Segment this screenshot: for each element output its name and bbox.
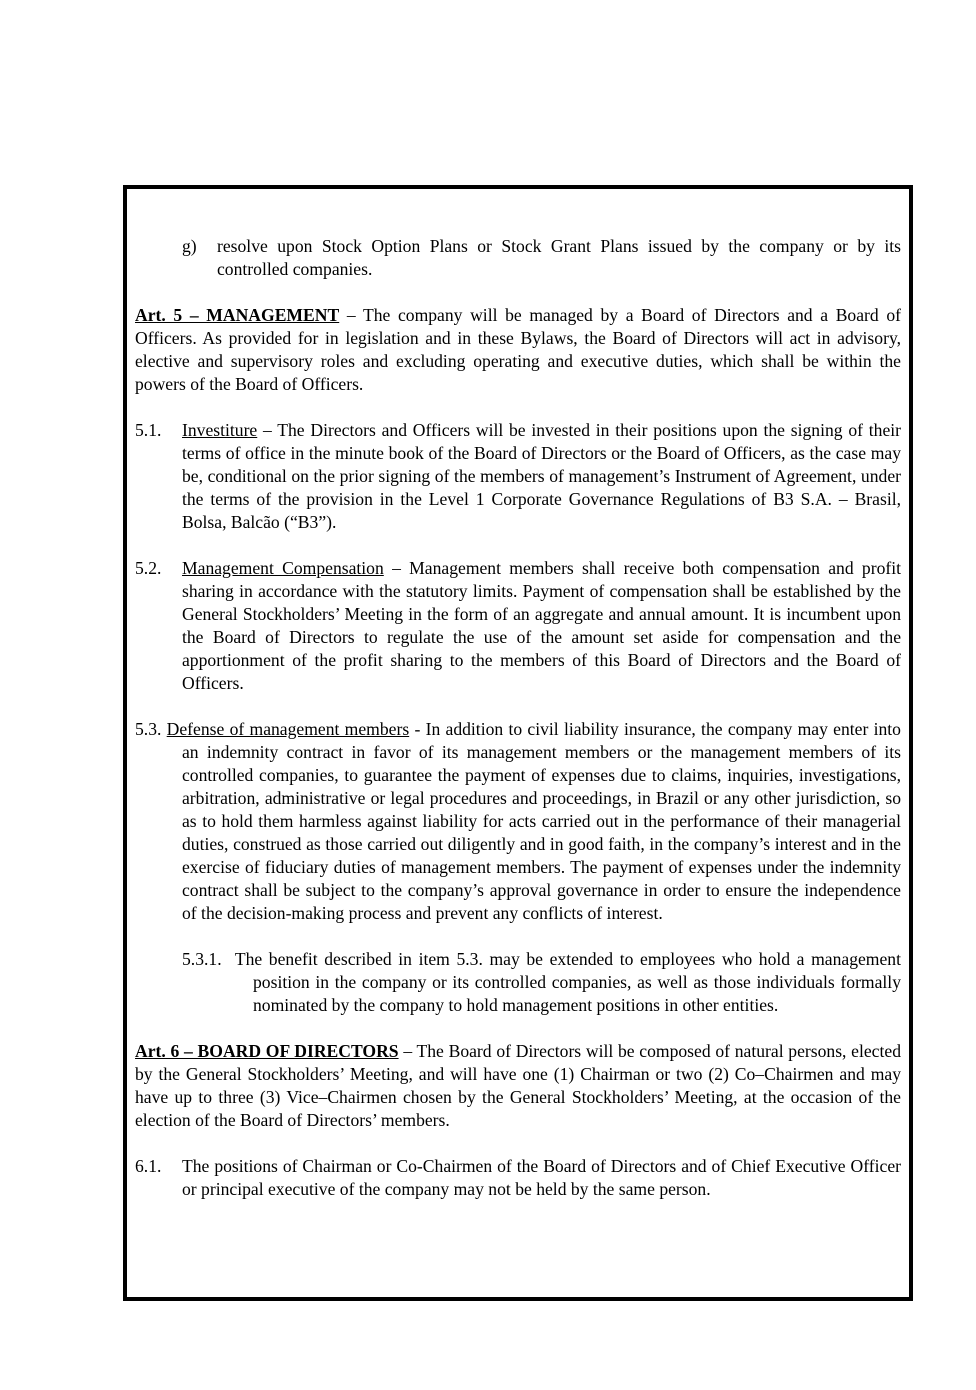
section-5-3 <box>135 718 901 925</box>
article-6-title: Art. 6 – BOARD OF DIRECTORS <box>135 1041 399 1061</box>
article-5-title: Art. 5 – MANAGEMENT <box>135 305 340 325</box>
section-number: 5.3.1. <box>182 949 222 969</box>
section-6-1 <box>135 1155 901 1201</box>
section-number: 6.1. <box>135 1156 162 1176</box>
section-text: – The Directors and Officers will be invested in their positions upon the signing of their terms of office in the minute book of the Board of Directors or the Board of Officers, as the case may be, conditional on the prior signing of the members of management’s Instrument of Agreement, under the terms of the provision in the Level 1 Corporate Governance Regulations of B3 S.A. – Brasil, Bolsa, Balcão (“B3”). <box>182 420 901 532</box>
item-marker: g) <box>182 236 197 256</box>
article-6-text: – The Board of Directors will be composed of natural persons, elected by the General Stockholders’ Meeting, and will have one (1) Chairman or two (2) Co–Chairmen and may have up to three (3) Vice–Chairmen chosen by the General Stockholders’ Meeting, at the occasion of the election of the Board of Directors’ members. <box>135 1041 901 1130</box>
article-5-text: – The company will be managed by a Board of Directors and a Board of Officers. As provided for in legislation and in these Bylaws, the Board of Directors will act in advisory, elective and supervisory roles and excluding operating and executive duties, which shall be within the powers of the Board of Officers. <box>135 305 901 394</box>
section-heading: Management Compensation <box>182 558 384 578</box>
document-frame <box>123 185 913 1301</box>
list-item-g <box>135 235 901 281</box>
section-text: The benefit described in item 5.3. may be extended to employees who hold a management position in the company or its controlled companies, as well as those individuals formally nominated by the company to hold management positions in other entities. <box>234 949 901 1015</box>
section-number: 5.1. <box>135 420 162 440</box>
section-number: 5.3. <box>135 719 162 739</box>
section-5-3-1 <box>135 948 901 1017</box>
section-heading: Defense of management members <box>166 719 410 739</box>
section-text: - In addition to civil liability insurance, the company may enter into an indemnity contract in favor of its management members or the management members of its controlled companies, to guarantee the payment of expenses due to claims, inquiries, investigations, arbitration, administrative or legal procedures and proceedings, in Brazil or any other jurisdiction, so as to hold them harmless against liability for acts carried out in the performance of their managerial duties, construed as those carried out diligently and in good faith, in the company’s interest and in the exercise of fiduciary duties of management members. The payment of expenses under the indemnity contract shall be subject to the company’s approval governance in order to ensure the independence of the decision-making process and prevent any conflicts of interest. <box>182 719 901 923</box>
section-text: – Management members shall receive both compensation and profit sharing in accordance with the statutory limits. Payment of compensation shall be established by the General Stockholders’ Meeting in the form of an aggregate and annual amount. It is incumbent upon the Board of Directors to regulate the use of the amount set aside for compensation and the apportionment of the profit sharing to the members of this Board of Directors and the Board of Officers. <box>182 558 901 693</box>
section-5-2 <box>135 557 901 695</box>
section-text: The positions of Chairman or Co-Chairmen of the Board of Directors and of Chief Executive Officer or principal executive of the company may not be held by the same person. <box>182 1156 901 1199</box>
item-text: resolve upon Stock Option Plans or Stock Grant Plans issued by the company or by its controlled companies. <box>217 236 901 279</box>
article-5 <box>135 304 901 396</box>
section-number: 5.2. <box>135 558 162 578</box>
section-5-1 <box>135 419 901 534</box>
article-6 <box>135 1040 901 1132</box>
section-heading: Investiture <box>182 420 258 440</box>
document-body <box>135 235 901 1201</box>
